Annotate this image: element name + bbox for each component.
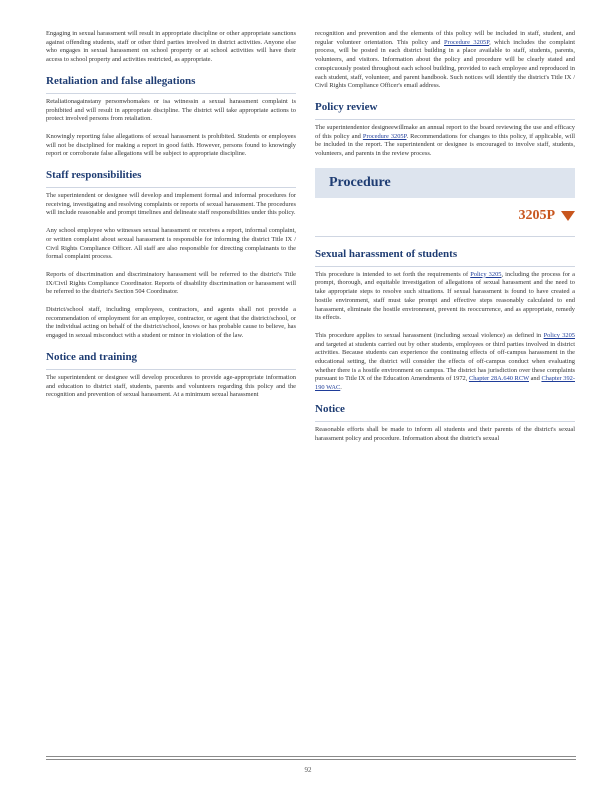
text-run: and	[529, 375, 542, 383]
intro-paragraph: Engaging in sexual harassment will result in appropriate discipline or other appropriate sanctions against offending students, staff or other third parties involved in district activities. Anyone else who engages in sexual harassment on school property or at school activities will have their access to school property and activities restricted, as appropriate.	[46, 30, 296, 64]
rcw-chapter-link[interactable]: Chapter 28A.640 RCW	[468, 375, 529, 383]
staff-paragraph-2: Any school employee who witnesses sexual harassment or receives a report, informal complaint, or written complaint about sexual harassment is responsible for informing the district Title IX / Civil Rights Compliance Officer. All staff are also responsible for directing complainants to the formal complaint process.	[46, 227, 296, 261]
triangle-down-icon	[561, 211, 575, 221]
staff-paragraph-4: District/school staff, including employees, contractors, and agents shall not provide a recommendation of employment for an employee, contractor, or agent that the district/school, or the individual acting on behalf of the district/school, knows or has probable cause to believe, has engaged in sexual misconduct with a student or minor in violation of the law.	[46, 306, 296, 340]
text-run: This procedure applies to sexual harassment (including sexual violence) as defined in	[315, 331, 544, 339]
retaliation-paragraph-2: Knowingly reporting false allegations of sexual harassment is prohibited. Students or employees will not be disciplined for making a report in good faith. However, persons found to knowingly report or corroborate false allegations will be subject to appropriate discipline.	[46, 132, 296, 158]
notice-training-heading: Notice and training	[46, 350, 296, 370]
text-run: , which includes the complaint process, will be posted in each district building in a place available to staff, students, parents, volunteers, and visitors. Information about the policy and procedure will be clearly stated and conspicuously posted throughout each school building, provided to each employee and reproduced in each student, staff, volunteer, and parent handbook. Such notices will identify the district's Title IX / Civil Rights Compliance Officer's email address.	[315, 38, 575, 90]
policy-review-heading: Policy review	[315, 100, 575, 120]
continued-paragraph	[315, 30, 575, 91]
text-run: . Recommendations for changes to this policy, if applicable, will be included in the report. The superintendent or designee is encouraged to involve staff, students, volunteers, and parents in the review process.	[315, 132, 575, 158]
sexual-harassment-paragraph-1	[315, 271, 575, 323]
left-column	[46, 30, 296, 409]
policy-3205-link[interactable]: Policy 3205	[470, 270, 502, 278]
right-column	[315, 30, 575, 452]
text-run: .	[340, 384, 342, 392]
notice-training-paragraph: The superintendent or designee will develop procedures to provide age-appropriate information and education to district staff, students, parents and volunteers regarding this policy and the recognition and prevention of sexual harassment. At a minimum sexual harassment	[46, 373, 296, 399]
staff-paragraph-1: The superintendent or designee will develop and implement formal and informal procedures for receiving, investigating and resolving complaints or reports of sexual harassment. The procedures will include reasonable and prompt timelines and delineate staff responsibilities under this policy.	[46, 192, 296, 217]
sexual-harassment-heading: Sexual harassment of students	[315, 247, 575, 267]
procedure-3205p-link[interactable]: Procedure 3205P	[362, 132, 407, 140]
procedure-code-row	[315, 202, 575, 237]
retaliation-paragraph-1: Retaliationagainstany personwhomakes or isa witnessin a sexual harassment complaint is prohibited and will result in appropriate discipline. The district will take appropriate actions to protect involved persons from retaliation.	[46, 97, 296, 123]
procedure-3205p-link[interactable]: Procedure 3205P	[444, 38, 490, 46]
text-run: The superintendentor designeewillmake an annual report to the board reviewing the use and efficacy of this policy and	[315, 123, 575, 140]
policy-review-paragraph	[315, 124, 575, 159]
page-number: 92	[304, 766, 312, 774]
sexual-harassment-paragraph-2	[315, 332, 575, 393]
procedure-band	[315, 168, 575, 198]
text-run: This procedure is intended to set forth the requirements of	[315, 270, 471, 278]
notice-heading: Notice	[315, 402, 575, 422]
retaliation-heading: Retaliation and false allegations	[46, 74, 296, 94]
procedure-code: 3205P	[518, 207, 555, 223]
text-run: and targeted at students carried out by other students, employees or third parties involved in district activities. Because students can experience the continuing effects of off-campus harassment in the educational setting, the district will consider the effects of off-campus conduct when evaluating whether there is a hostile environment on campus. The district has jurisdiction over these complaints pursuant to Title IX of the Education Amendments of 1972,	[315, 340, 575, 383]
notice-paragraph: Reasonable efforts shall be made to inform all students and their parents of the district's sexual harassment policy and procedure. Information about the district's sexual	[315, 425, 575, 442]
staff-heading: Staff responsibilities	[46, 168, 296, 188]
footer-rule	[46, 759, 576, 760]
footer-rule	[46, 756, 576, 757]
text-run: , including the process for a prompt, thorough, and equitable investigation of allegations of sexual harassment and the need to take appropriate steps to resolve such situations. If sexual harassment is found to have created a hostile environment, staff must take prompt and effective steps reasonably calculated to end harassment, eliminate the hostile environment, prevent its reoccurrence, and as appropriate, remedy its effects.	[315, 270, 575, 322]
wac-chapter-link[interactable]: Chapter 392-190 WAC	[315, 375, 575, 392]
procedure-label: Procedure	[329, 174, 391, 190]
policy-3205-link[interactable]: Policy 3205	[543, 331, 575, 339]
text-run: recognition and prevention and the elements of this policy will be included in staff, student, and regular volunteer orientation. This policy and	[315, 30, 575, 46]
staff-paragraph-3: Reports of discrimination and discriminatory harassment will be referred to the district's Title IX/Civil Rights Compliance Coordinator. Reports of disability discrimination or harassment will be referred to the district's Section 504 Coordinator.	[46, 270, 296, 296]
